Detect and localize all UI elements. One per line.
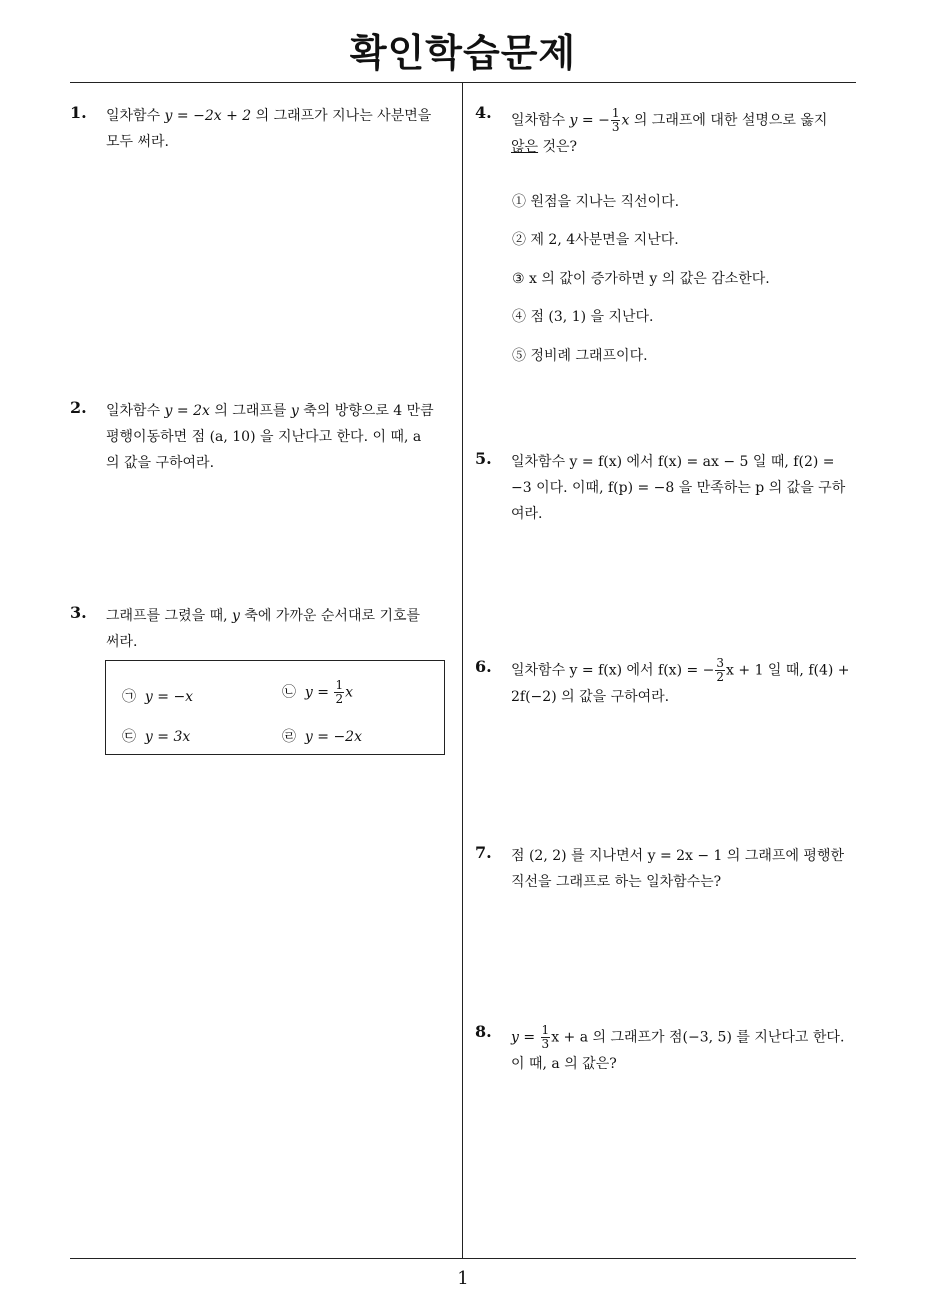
problem-number: 2.	[70, 398, 87, 417]
option-4: ④ 점 (3, 1) 을 지난다.	[512, 309, 654, 325]
option-1: ① 원점을 지나는 직선이다.	[512, 194, 680, 210]
option-2: ② 제 2, 4사분면을 지난다.	[512, 232, 679, 248]
problem-text: 점 (2, 2) 를 지나면서 y = 2x − 1 의 그래프에 평행한 직선을 그래프로 하는 일차함수는?	[511, 848, 845, 890]
page-title: 확인학습문제	[349, 31, 577, 75]
problem-number: 5.	[475, 449, 492, 468]
problem-number: 3.	[70, 603, 87, 622]
problem-text: y = $\frac{1}{3}$ x + a 의 그래프가 점(−3, 5) 를 지난다고 한다. 이 때, a 의 값은?	[511, 1023, 845, 1072]
problem-number: 4.	[475, 103, 492, 122]
problem-text: 일차함수 y = −2x + 2 의 그래프가 지나는 사분면을 모두 써라.	[106, 108, 432, 150]
problem-number: 6.	[475, 657, 492, 676]
problem-number: 8.	[475, 1022, 492, 1041]
problem-number: 1.	[70, 103, 87, 122]
choice-b: ㉡ y = $\frac{1}{2}$ x	[282, 678, 353, 706]
footer-divider	[70, 1258, 856, 1259]
problem-text: 일차함수 y = f(x) 에서 f(x) = ax − 5 일 때, f(2) = −3 이다. 이때, f(p) = −8 을 만족하는 p 의 값을 구하 여라.	[511, 454, 846, 522]
problem-text: 일차함수 y = f(x) 에서 f(x) = − $\frac{3}{2}$ x + 1 일 때, f(4) + 2f(−2) 의 값을 구하여라.	[511, 656, 850, 705]
choice-c: ㉢ y = 3x	[122, 729, 191, 745]
problem-number: 7.	[475, 843, 492, 862]
choice-box	[105, 660, 445, 755]
choice-d: ㉣ y = −2x	[282, 729, 362, 745]
header-divider	[70, 82, 856, 83]
choice-a: ㉠ y = −x	[122, 689, 194, 705]
problem-text: 일차함수 y = − $\frac{1}{3}$ x 의 그래프에 대한 설명으로 옳지 않은 것은?	[511, 106, 828, 155]
problem-text: 그래프를 그렸을 때, y 축에 가까운 순서대로 기호를 써라.	[106, 608, 421, 650]
column-divider	[462, 83, 463, 1258]
problem-text: 일차함수 y = 2x 의 그래프를 y 축의 방향으로 4 만큼 평행이동하면 점 (a, 10) 을 지난다고 한다. 이 때, a 의 값을 구하여라.	[106, 403, 434, 471]
page-number: 1	[457, 1268, 469, 1289]
option-5: ⑤ 정비례 그래프이다.	[512, 348, 648, 364]
option-3: ③ x 의 값이 증가하면 y 의 값은 감소한다.	[512, 271, 770, 287]
